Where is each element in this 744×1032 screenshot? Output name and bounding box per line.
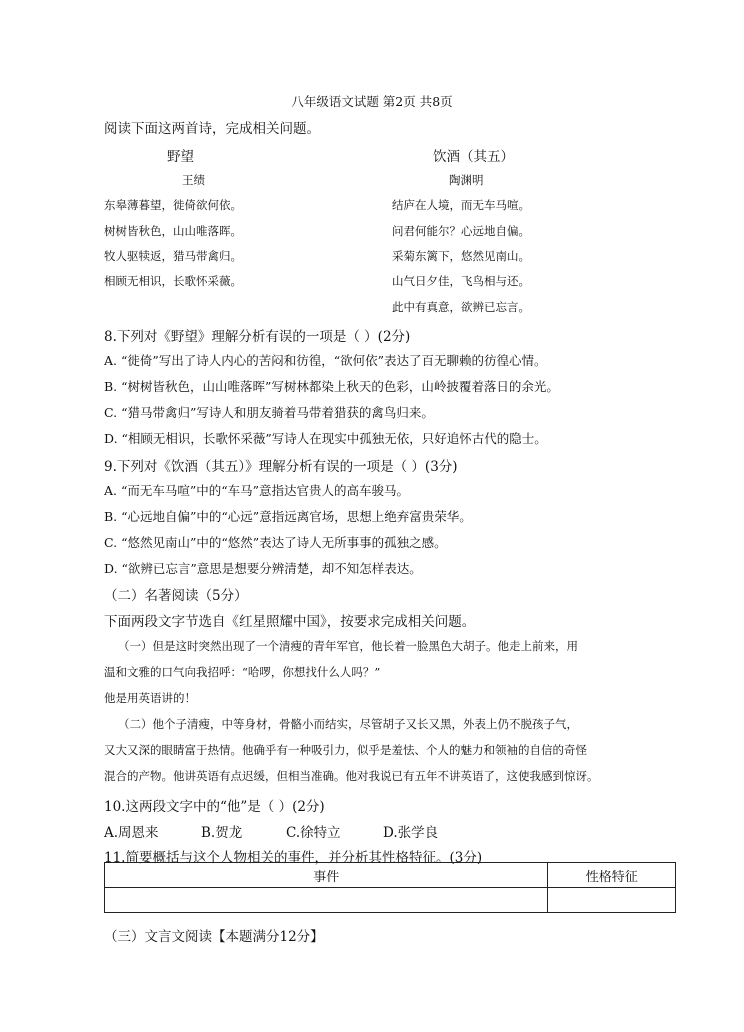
q8-option-d: D. “相顾无相识，长歌怀采薇”写诗人在现实中孤独无依，只好追怀古代的隐士。 bbox=[104, 431, 547, 446]
poem2-line: 问君何能尔？心远地自偏。 bbox=[392, 224, 530, 238]
table-header-trait: 性格特征 bbox=[548, 863, 676, 888]
q8-option-c: C. “猎马带禽归”写诗人和朋友骑着马带着猎获的禽鸟归来。 bbox=[104, 405, 434, 420]
excerpt2-line2: 又大又深的眼睛富于热情。他确乎有一种吸引力，似乎是羞怯、个人的魅力和领袖的自信的奇怪 bbox=[104, 743, 587, 757]
poem-reading-intro: 阅读下面这两首诗，完成相关问题。 bbox=[104, 121, 320, 137]
q11-answer-table bbox=[104, 862, 676, 913]
q9-stem: 9.下列对《饮酒（其五）》理解分析有误的一项是（ ）(3分) bbox=[104, 459, 458, 475]
table-header-row bbox=[105, 863, 676, 888]
table-header-event: 事件 bbox=[105, 863, 548, 888]
q8-option-a: A. “徙倚”写出了诗人内心的苦闷和彷徨，“欲何依”表达了百无聊赖的彷徨心情。 bbox=[104, 353, 547, 368]
poem2-title: 饮酒（其五） bbox=[433, 149, 514, 165]
q10-option-c: C.徐特立 bbox=[286, 825, 341, 841]
section2-heading: （二）名著阅读（5分） bbox=[104, 588, 248, 604]
poem2-author: 陶渊明 bbox=[449, 173, 484, 187]
poem1-line: 相顾无相识，长歌怀采薇。 bbox=[104, 274, 242, 288]
q8-option-b: B. “树树皆秋色，山山唯落晖”写树林都染上秋天的色彩，山岭披覆着落日的余光。 bbox=[104, 379, 559, 394]
event-answer-cell[interactable] bbox=[105, 888, 548, 913]
poem1-line: 东皋薄暮望，徙倚欲何依。 bbox=[104, 198, 242, 212]
trait-answer-cell[interactable] bbox=[548, 888, 676, 913]
excerpt1-line1: （一）但是这时突然出现了一个清瘦的青年军官，他长着一脸黑色大胡子。他走上前来，用 bbox=[118, 639, 578, 653]
section2-intro: 下面两段文字节选自《红星照耀中国》，按要求完成相关问题。 bbox=[104, 614, 476, 630]
section3-heading: （三）文言文阅读【本题满分12分】 bbox=[104, 929, 324, 945]
q9-option-b: B. “心远地自偏”中的“心远”意指远离官场，思想上绝弃富贵荣华。 bbox=[104, 509, 472, 524]
poem1-title: 野望 bbox=[167, 149, 194, 165]
poem2-line: 结庐在人境，而无车马喧。 bbox=[392, 198, 530, 212]
poem1-line: 牧人驱犊返，猎马带禽归。 bbox=[104, 249, 242, 263]
excerpt2-line1: （二）他个子清瘦，中等身材，骨骼小而结实，尽管胡子又长又黑，外表上仍不脱孩子气， bbox=[118, 717, 578, 731]
excerpt1-line3: 他是用英语讲的！ bbox=[104, 691, 196, 705]
q9-option-a: A. “而无车马喧”中的“车马”意指达官贵人的高车骏马。 bbox=[104, 483, 410, 498]
q10-option-a: A.周恩来 bbox=[104, 825, 159, 841]
poem2-line: 采菊东篱下，悠然见南山。 bbox=[392, 249, 530, 263]
poem1-author: 王绩 bbox=[182, 173, 205, 187]
excerpt2-line3: 混合的产物。他讲英语有点迟缓，但相当准确。他对我说已有五年不讲英语了，这使我感到惊讶。 bbox=[104, 769, 599, 783]
q9-option-d: D. “欲辨已忘言”意思是想要分辨清楚，却不知怎样表达。 bbox=[104, 561, 422, 576]
q11-stem: 11.简要概括与这个人物相关的事件，并分析其性格特征。(3分) bbox=[104, 850, 483, 866]
q9-option-c: C. “悠然见南山”中的“悠然”表达了诗人无所事事的孤独之感。 bbox=[104, 535, 447, 550]
q8-stem: 8.下列对《野望》理解分析有误的一项是（ ）(2分) bbox=[104, 329, 411, 345]
q10-option-d: D.张学良 bbox=[383, 825, 439, 841]
excerpt1-line2: 温和文雅的口气向我招呼：“哈啰，你想找什么人吗？” bbox=[104, 665, 381, 679]
table-row[interactable] bbox=[105, 888, 676, 913]
poem1-line: 树树皆秋色，山山唯落晖。 bbox=[104, 224, 242, 238]
q10-option-b: B.贺龙 bbox=[201, 825, 243, 841]
poem2-line: 山气日夕佳，飞鸟相与还。 bbox=[392, 274, 530, 288]
poem2-line: 此中有真意，欲辨已忘言。 bbox=[392, 300, 530, 314]
page-header: 八年级语文试题 第2页 共8页 bbox=[291, 94, 453, 109]
q10-stem: 10.这两段文字中的“他”是（ ）(2分) bbox=[104, 799, 325, 815]
